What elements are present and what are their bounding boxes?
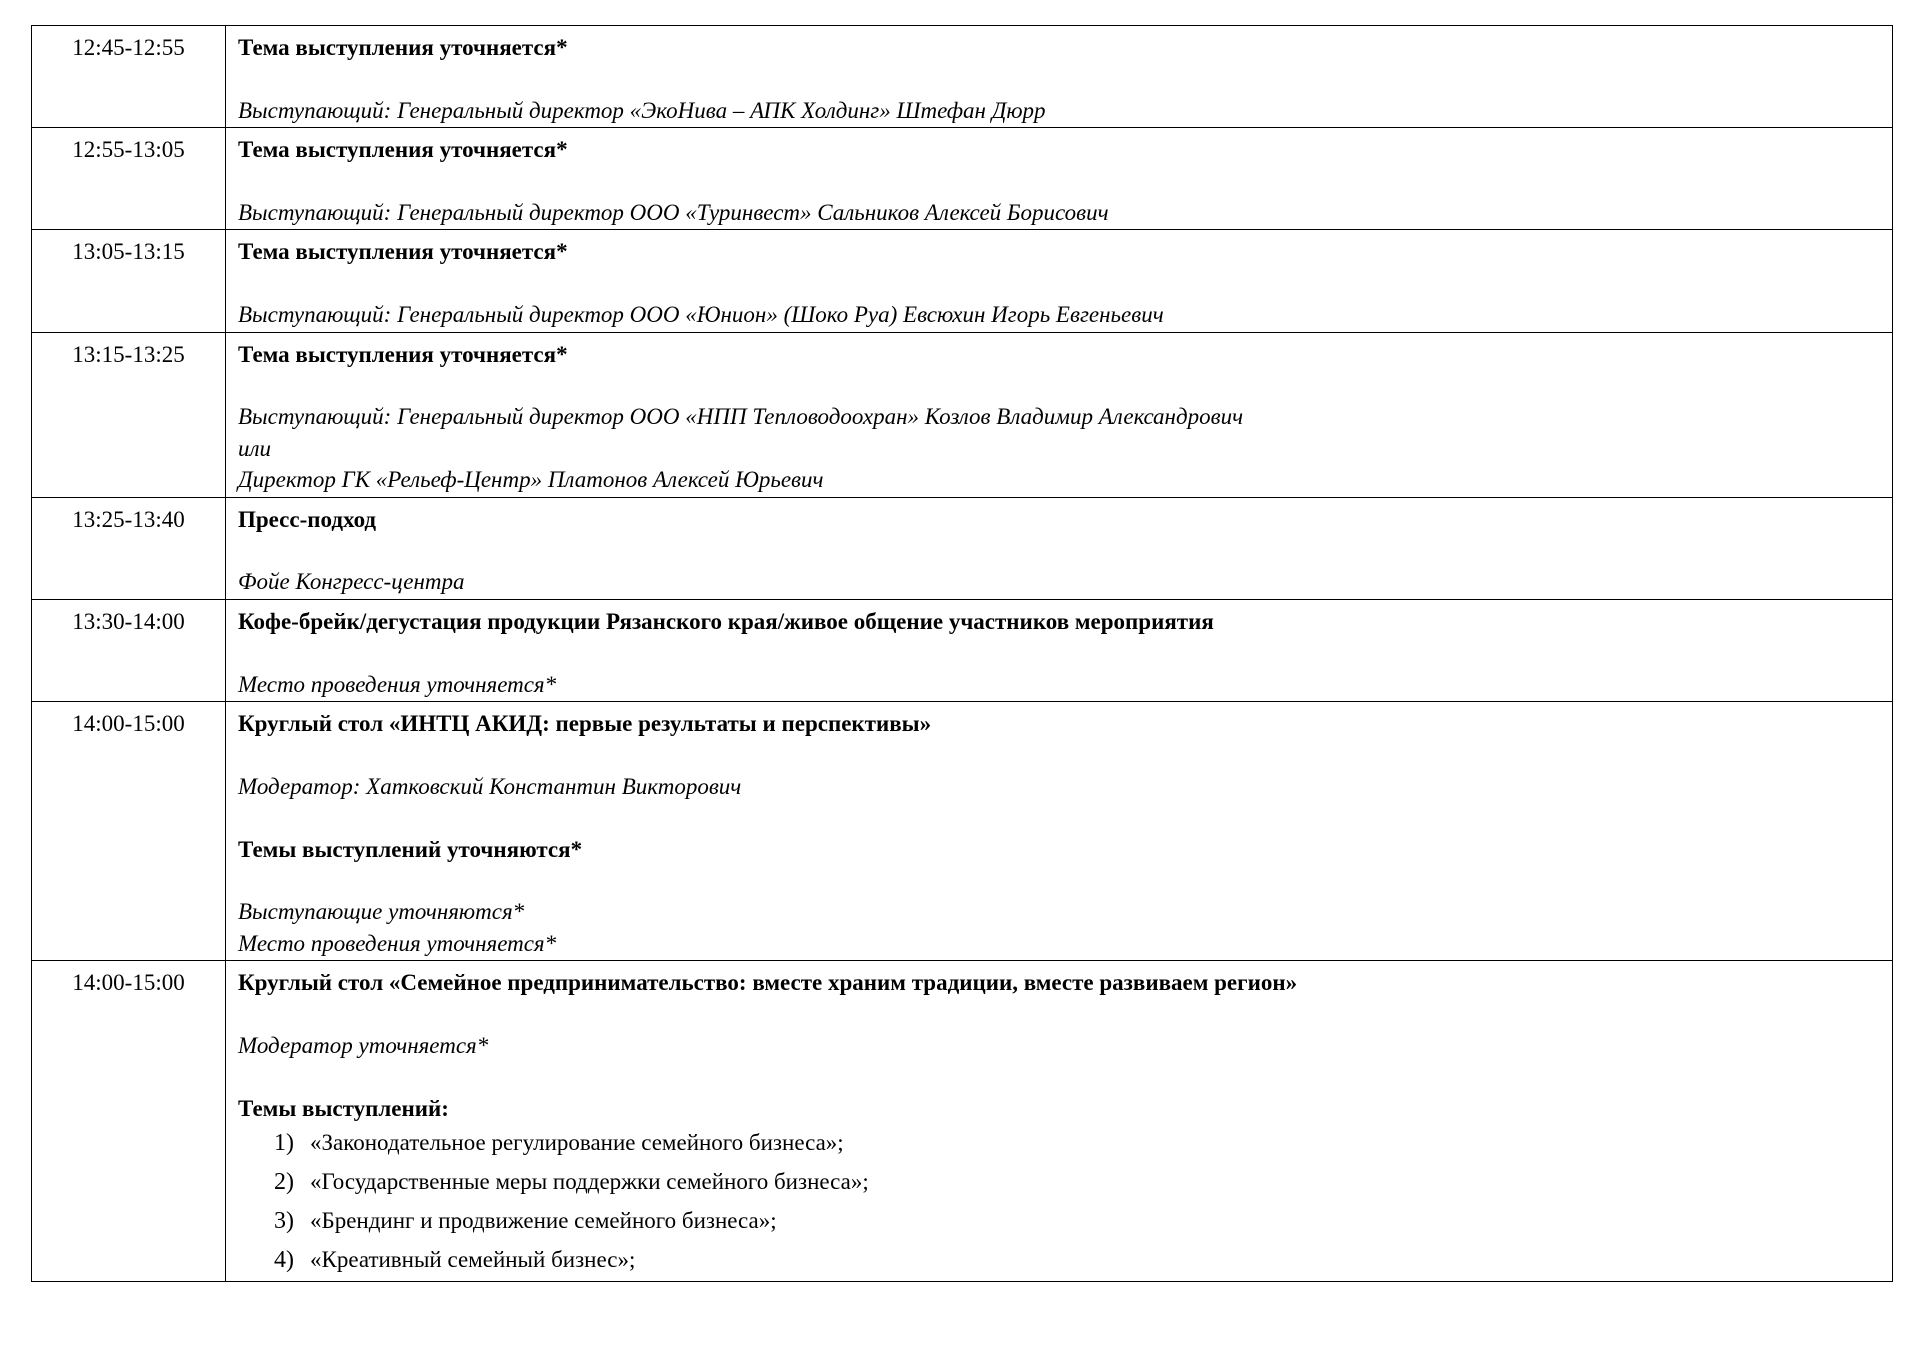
content-cell <box>226 702 1893 961</box>
content-cell <box>226 128 1893 230</box>
list-item <box>238 1163 1884 1202</box>
speaker-text: Выступающий: Генеральный директор «ЭкоНива – АПК Холдинг» Штефан Дюрр <box>238 97 1046 123</box>
topics-heading: Темы выступлений уточняются* <box>238 836 583 862</box>
list-number: 1) <box>274 1130 294 1157</box>
time-cell: 13:30-14:00 <box>32 599 226 701</box>
content-cell <box>226 26 1893 128</box>
agenda-row <box>32 961 1893 1282</box>
topic-text: «Креативный семейный бизнес»; <box>310 1247 636 1273</box>
speaker-text: Выступающий: Генеральный директор ООО «Туринвест» Сальников Алексей Борисович <box>238 200 1109 225</box>
session-title: Круглый стол «Семейное предпринимательство: вместе храним традиции, вместе развиваем регион» <box>238 970 1298 996</box>
session-title: Пресс-подход <box>238 506 377 532</box>
moderator-text: Модератор уточняется* <box>238 1033 489 1059</box>
speaker-text: Выступающий: Генеральный директор ООО «Юнион» (Шоко Руа) Евсюхин Игорь Евгеньевич <box>238 302 1164 328</box>
topics-heading: Темы выступлений: <box>238 1095 449 1121</box>
session-title: Тема выступления уточняется* <box>238 239 568 265</box>
topics-list <box>238 1124 1884 1280</box>
place-text: Место проведения уточняется* <box>238 671 557 697</box>
or-text: или <box>238 435 272 461</box>
session-title: Круглый стол «ИНТЦ АКИД: первые результаты и перспективы» <box>238 711 932 737</box>
time-cell: 12:55-13:05 <box>32 128 226 230</box>
place-text: Фойе Конгресс-центра <box>238 569 465 595</box>
time-cell: 13:25-13:40 <box>32 497 226 599</box>
speakers-text: Выступающие уточняются* <box>238 899 525 925</box>
agenda-row <box>32 599 1893 701</box>
list-number: 3) <box>274 1208 294 1235</box>
speaker-alt-text: Директор ГК «Рельеф-Центр» Платонов Алексей Юрьевич <box>238 467 824 493</box>
topic-text: «Брендинг и продвижение семейного бизнеса»; <box>310 1208 777 1234</box>
agenda-table <box>31 25 1893 1282</box>
time-cell: 14:00-15:00 <box>32 961 226 1282</box>
moderator-text: Модератор: Хатковский Константин Викторович <box>238 773 742 799</box>
list-item <box>238 1124 1884 1163</box>
list-item <box>238 1202 1884 1241</box>
time-cell: 13:05-13:15 <box>32 230 226 332</box>
agenda-row <box>32 128 1893 230</box>
list-number: 4) <box>274 1247 294 1274</box>
session-title: Кофе-брейк/дегустация продукции Рязанского края/живое общение участников мероприятия <box>238 608 1214 634</box>
time-cell: 14:00-15:00 <box>32 702 226 961</box>
list-item <box>238 1241 1884 1280</box>
topic-text: «Законодательное регулирование семейного бизнеса»; <box>310 1130 844 1156</box>
session-title: Тема выступления уточняется* <box>238 341 568 367</box>
topic-text: «Государственные меры поддержки семейного бизнеса»; <box>310 1169 869 1195</box>
content-cell <box>226 599 1893 701</box>
agenda-row <box>32 497 1893 599</box>
session-title: Тема выступления уточняется* <box>238 35 568 60</box>
time-cell: 13:15-13:25 <box>32 332 226 497</box>
place-text: Место проведения уточняется* <box>238 930 557 956</box>
content-cell <box>226 497 1893 599</box>
agenda-row <box>32 702 1893 961</box>
time-cell: 12:45-12:55 <box>32 26 226 128</box>
agenda-row <box>32 230 1893 332</box>
content-cell <box>226 961 1893 1282</box>
list-number: 2) <box>274 1169 294 1196</box>
agenda-row <box>32 332 1893 497</box>
agenda-row <box>32 26 1893 128</box>
content-cell <box>226 230 1893 332</box>
content-cell <box>226 332 1893 497</box>
speaker-text: Выступающий: Генеральный директор ООО «НПП Тепловодоохран» Козлов Владимир Александрович <box>238 404 1244 430</box>
session-title: Тема выступления уточняется* <box>238 137 568 163</box>
